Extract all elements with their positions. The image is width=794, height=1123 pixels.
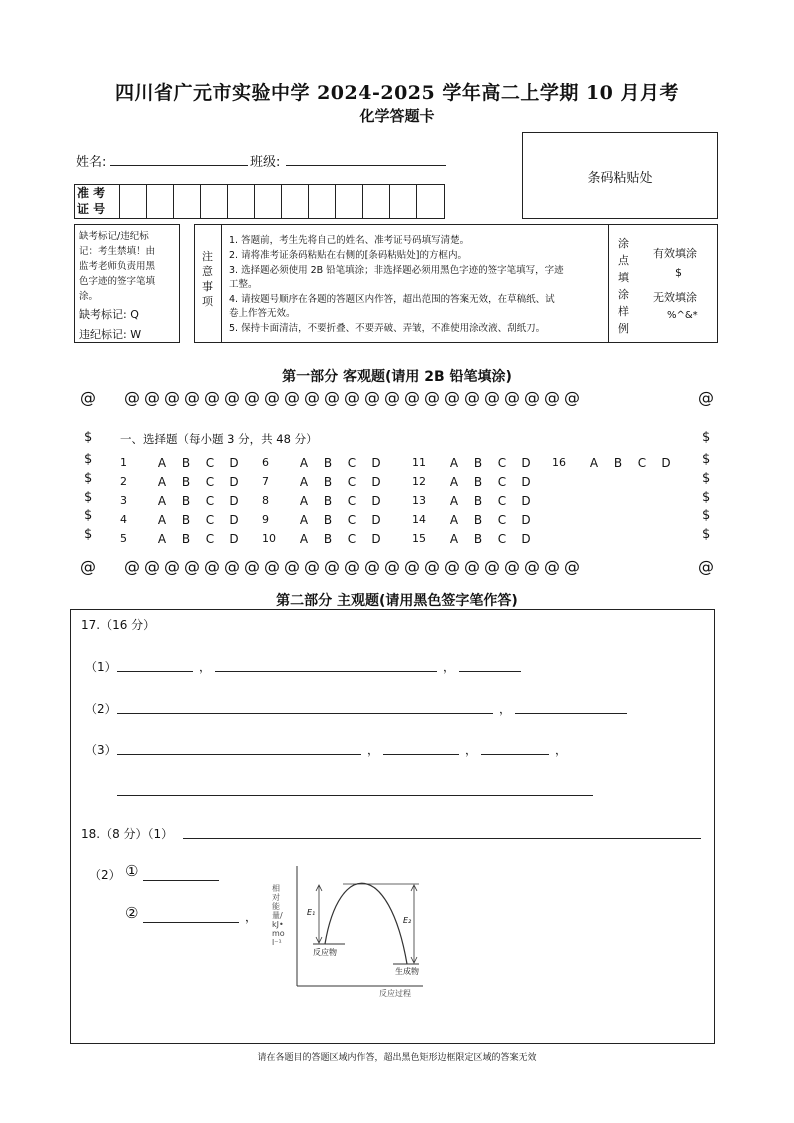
anchor-mark: @ [344, 388, 364, 407]
comma: ， [367, 743, 380, 757]
option-a[interactable]: A [157, 493, 167, 508]
anchor-mark: @ [164, 388, 184, 407]
anchor-mark: @ [364, 388, 384, 407]
option-c[interactable]: C [205, 531, 215, 546]
mcq-row [552, 453, 678, 472]
option-d[interactable]: D [229, 474, 239, 489]
anchor-mark: @ [124, 557, 144, 576]
question-number: 9 [262, 513, 269, 526]
option-c[interactable]: C [205, 474, 215, 489]
timing-mark: $ [84, 430, 93, 445]
question-number: 1 [120, 456, 127, 469]
invalid-fill-symbol: %^&* [667, 310, 698, 321]
comma: ， [245, 910, 258, 924]
diagram-y-label: 相对能量/kJ•mol⁻¹ [272, 884, 285, 947]
notice-label: 注意事项 [202, 250, 213, 308]
e1-label: E₁ [307, 908, 316, 917]
option-b[interactable]: B [181, 493, 191, 508]
q18-2-blank-1[interactable] [143, 880, 219, 881]
answer-area [70, 609, 715, 1044]
timing-mark: $ [702, 430, 711, 445]
anchor-mark: @ [184, 557, 204, 576]
name-field[interactable] [110, 165, 248, 166]
mcq-row [120, 529, 246, 548]
mcq-row [262, 491, 388, 510]
option-a[interactable]: A [157, 531, 167, 546]
option-a[interactable]: A [299, 474, 309, 489]
option-d[interactable]: D [371, 455, 381, 470]
invalid-fill-label: 无效填涂 [653, 291, 697, 304]
exam-id-cell[interactable] [200, 185, 227, 218]
anchor-mark: @ [444, 557, 464, 576]
option-c[interactable]: C [205, 512, 215, 527]
anchor-mark: @ [80, 388, 96, 407]
option-c[interactable]: C [347, 474, 357, 489]
mcq-row [120, 491, 246, 510]
q17-1-blank-3[interactable] [459, 671, 521, 672]
q18-title: 18.（8 分）（1） [81, 827, 174, 841]
option-b[interactable]: B [473, 455, 483, 470]
mark-note-2: 记：考生禁填！由 [79, 246, 156, 257]
sample-label-2: 点 [618, 254, 629, 267]
anchor-mark: @ [698, 557, 714, 576]
option-d[interactable]: D [521, 512, 531, 527]
mcq-row [120, 472, 246, 491]
q17-3-blank-2[interactable] [383, 754, 459, 755]
question-number: 7 [262, 475, 269, 488]
anchor-mark: @ [80, 557, 96, 576]
anchor-mark: @ [424, 557, 444, 576]
anchor-mark: @ [404, 557, 424, 576]
notice-item-3: 3. 选择题必须使用 2B 铅笔填涂；非选择题必须用黑色字迹的签字笔填写，字迹 [229, 265, 564, 276]
anchor-mark: @ [504, 388, 524, 407]
option-a[interactable]: A [157, 474, 167, 489]
q18-2-label: （2） [89, 868, 121, 882]
anchor-mark: @ [304, 557, 324, 576]
exam-id-cell[interactable] [335, 185, 362, 218]
circle-2: ② [125, 904, 139, 922]
exam-id-cell[interactable] [281, 185, 308, 218]
anchor-mark: @ [384, 388, 404, 407]
notice-item-4: 4. 请按题号顺序在各题的答题区内作答，超出范围的答案无效，在草稿纸、试 [229, 294, 555, 305]
page-subtitle: 化学答题卡 [359, 107, 435, 125]
anchor-mark: @ [164, 557, 184, 576]
mcq-row [412, 453, 538, 472]
mcq-row [120, 453, 246, 472]
timing-mark: $ [702, 471, 711, 486]
anchor-mark: @ [224, 388, 244, 407]
option-b[interactable]: B [323, 455, 333, 470]
page-title: 四川省广元市实验中学 2024-2025 学年高二上学期 10 月月考 [114, 82, 680, 104]
option-d[interactable]: D [521, 455, 531, 470]
notice-box [194, 224, 718, 343]
option-a[interactable]: A [299, 493, 309, 508]
timing-mark: $ [84, 527, 93, 542]
option-c[interactable]: C [347, 493, 357, 508]
exam-id-cell[interactable] [389, 185, 416, 218]
option-c[interactable]: C [205, 493, 215, 508]
anchor-mark: @ [264, 388, 284, 407]
energy-diagram-svg [281, 864, 426, 999]
option-b[interactable]: B [181, 531, 191, 546]
sample-label-4: 涂 [618, 288, 629, 301]
option-d[interactable]: D [371, 512, 381, 527]
anchor-mark: @ [284, 388, 304, 407]
option-d[interactable]: D [521, 531, 531, 546]
anchor-mark: @ [244, 557, 264, 576]
option-b[interactable]: B [323, 512, 333, 527]
anchor-mark: @ [698, 388, 714, 407]
option-a[interactable]: A [449, 512, 459, 527]
sample-label-5: 样 [618, 305, 629, 318]
option-d[interactable]: D [661, 455, 671, 470]
sample-label-1: 涂 [618, 237, 629, 250]
anchor-mark: @ [184, 388, 204, 407]
exam-id-cell[interactable] [227, 185, 254, 218]
mcq-row [412, 529, 538, 548]
q17-2-blank-2[interactable] [515, 713, 627, 714]
exam-id-cell[interactable] [308, 185, 335, 218]
q17-3-label: （3） [85, 743, 117, 757]
anchor-mark: @ [244, 388, 264, 407]
valid-fill-symbol: $ [675, 266, 682, 279]
question-number: 16 [552, 456, 566, 469]
option-d[interactable]: D [371, 531, 381, 546]
q17-3-blank-3[interactable] [481, 754, 549, 755]
option-c[interactable]: C [347, 512, 357, 527]
anchor-mark: @ [404, 388, 424, 407]
anchor-mark: @ [204, 557, 224, 576]
option-a[interactable]: A [157, 512, 167, 527]
timing-mark: $ [702, 452, 711, 467]
mcq-column-2 [262, 453, 388, 548]
circle-1: ① [125, 862, 139, 880]
notice-item-3-cont: 工整。 [229, 279, 258, 290]
question-number: 12 [412, 475, 426, 488]
anchor-mark: @ [464, 557, 484, 576]
comma: ， [465, 743, 478, 757]
option-b[interactable]: B [323, 474, 333, 489]
exam-id-cell[interactable] [173, 185, 200, 218]
anchor-mark: @ [504, 557, 524, 576]
notice-label-cell [195, 225, 222, 342]
timing-mark: $ [702, 508, 711, 523]
timing-mark: $ [702, 490, 711, 505]
question-number: 4 [120, 513, 127, 526]
q17-2-label: （2） [85, 702, 117, 716]
anchor-mark: @ [344, 557, 364, 576]
anchor-mark: @ [364, 557, 384, 576]
option-a[interactable]: A [299, 531, 309, 546]
mcq-column-3 [412, 453, 538, 548]
option-b[interactable]: B [473, 493, 483, 508]
anchor-mark: @ [284, 557, 304, 576]
timing-mark-row [124, 557, 584, 576]
option-c[interactable]: C [497, 493, 507, 508]
anchor-mark: @ [324, 388, 344, 407]
q18-2-blank-2[interactable] [143, 922, 239, 923]
option-d[interactable]: D [521, 474, 531, 489]
anchor-mark: @ [524, 388, 544, 407]
timing-mark: $ [84, 490, 93, 505]
name-label: 姓名: [76, 155, 107, 170]
option-c[interactable]: C [205, 455, 215, 470]
notice-item-2: 2. 请将准考证条码粘贴在右侧的[条码粘贴处]的方框内。 [229, 250, 467, 261]
mcq-row [262, 472, 388, 491]
mcq-row [262, 529, 388, 548]
e2-label: E₂ [403, 916, 412, 925]
section-label: 一、选择题（每小题 3 分，共 48 分） [120, 432, 318, 446]
option-c[interactable]: C [497, 531, 507, 546]
mark-note-5: 涂。 [79, 291, 99, 302]
anchor-mark: @ [424, 388, 444, 407]
mcq-column-1 [120, 453, 246, 548]
anchor-mark: @ [464, 388, 484, 407]
option-a[interactable]: A [299, 455, 309, 470]
valid-fill-label: 有效填涂 [653, 247, 697, 260]
q17-3-blank-4[interactable] [117, 795, 593, 796]
question-number: 2 [120, 475, 127, 488]
anchor-mark: @ [124, 388, 144, 407]
option-a[interactable]: A [157, 455, 167, 470]
comma: ， [499, 702, 512, 716]
notice-item-1: 1. 答题前，考生先将自己的姓名、准考证号码填写清楚。 [229, 235, 470, 246]
option-a[interactable]: A [449, 493, 459, 508]
comma: ， [555, 743, 568, 757]
q17-2-blank-1[interactable] [117, 713, 493, 714]
question-number: 6 [262, 456, 269, 469]
anchor-mark: @ [544, 557, 564, 576]
question-number: 5 [120, 532, 127, 545]
option-b[interactable]: B [473, 474, 483, 489]
mark-note-3: 监考老师负责用黑 [79, 261, 156, 272]
option-d[interactable]: D [229, 493, 239, 508]
comma: ， [199, 660, 212, 674]
exam-id-cell[interactable] [362, 185, 389, 218]
option-c[interactable]: C [637, 455, 647, 470]
option-b[interactable]: B [473, 512, 483, 527]
anchor-mark: @ [304, 388, 324, 407]
mcq-row [412, 510, 538, 529]
anchor-mark: @ [324, 557, 344, 576]
option-a[interactable]: A [449, 474, 459, 489]
notice-item-4-cont: 卷上作答无效。 [229, 308, 296, 319]
option-d[interactable]: D [371, 474, 381, 489]
anchor-mark: @ [144, 388, 164, 407]
exam-id-cell[interactable] [146, 185, 173, 218]
option-a[interactable]: A [449, 455, 459, 470]
q17-1-blank-1[interactable] [117, 671, 193, 672]
barcode-area [522, 132, 718, 219]
anchor-mark: @ [144, 557, 164, 576]
anchor-mark: @ [544, 388, 564, 407]
mcq-row [262, 510, 388, 529]
question-number: 13 [412, 494, 426, 507]
exam-id-grid [74, 184, 445, 219]
class-field[interactable] [286, 165, 446, 166]
option-c[interactable]: C [497, 455, 507, 470]
exam-id-label-top: 准 考 [77, 186, 106, 200]
energy-curve [325, 883, 407, 964]
option-b[interactable]: B [323, 531, 333, 546]
mark-note-1: 缺考标记/违纪标 [79, 231, 149, 242]
absent-mark[interactable]: 缺考标记: Q [79, 308, 139, 321]
option-a[interactable]: A [449, 531, 459, 546]
barcode-label: 条码粘贴处 [587, 171, 653, 186]
part2-title: 第二部分 主观题(请用黑色签字笔作答) [276, 593, 518, 609]
exam-id-cell[interactable] [416, 185, 445, 218]
energy-diagram [272, 864, 426, 999]
option-b[interactable]: B [181, 455, 191, 470]
q17-1-blank-2[interactable] [215, 671, 437, 672]
timing-mark: $ [84, 508, 93, 523]
question-number: 10 [262, 532, 276, 545]
exam-id-label-bottom: 证 号 [77, 202, 106, 216]
anchor-mark: @ [444, 388, 464, 407]
option-c[interactable]: C [497, 512, 507, 527]
question-number: 3 [120, 494, 127, 507]
part1-title: 第一部分 客观题(请用 2B 铅笔填涂) [282, 369, 512, 385]
anchor-mark: @ [484, 388, 504, 407]
option-c[interactable]: C [497, 474, 507, 489]
violation-mark[interactable]: 违纪标记: W [79, 328, 142, 341]
option-d[interactable]: D [229, 531, 239, 546]
notice-item-5: 5. 保持卡面清洁，不要折叠、不要弄破、弄皱，不准使用涂改液、刮纸刀。 [229, 323, 546, 334]
option-b[interactable]: B [473, 531, 483, 546]
absence-mark-box [74, 224, 180, 343]
mcq-row [262, 453, 388, 472]
anchor-mark: @ [264, 557, 284, 576]
exam-id-cell[interactable] [119, 185, 146, 218]
timing-mark: $ [702, 527, 711, 542]
anchor-mark: @ [564, 388, 584, 407]
option-d[interactable]: D [229, 512, 239, 527]
option-d[interactable]: D [371, 493, 381, 508]
option-d[interactable]: D [521, 493, 531, 508]
question-number: 14 [412, 513, 426, 526]
anchor-mark: @ [564, 557, 584, 576]
footer-note: 请在各题目的答题区域内作答，超出黑色矩形边框限定区域的答案无效 [257, 1053, 537, 1063]
anchor-mark: @ [224, 557, 244, 576]
anchor-mark: @ [484, 557, 504, 576]
timing-mark: $ [84, 471, 93, 486]
notice-divider [608, 225, 609, 342]
question-number: 11 [412, 456, 426, 469]
option-b[interactable]: B [613, 455, 623, 470]
class-label: 班级: [250, 155, 281, 170]
mcq-row [412, 472, 538, 491]
sample-label-3: 填 [618, 271, 629, 284]
timing-mark-row [124, 388, 584, 407]
anchor-mark: @ [384, 557, 404, 576]
timing-mark: $ [84, 452, 93, 467]
mark-note-4: 色字迹的签字笔填 [79, 276, 156, 287]
product-label: 生成物 [395, 967, 419, 976]
comma: ， [443, 660, 456, 674]
anchor-mark: @ [524, 557, 544, 576]
option-d[interactable]: D [229, 455, 239, 470]
option-b[interactable]: B [181, 512, 191, 527]
diagram-x-label: 反应过程 [379, 989, 411, 998]
option-a[interactable]: A [299, 512, 309, 527]
mcq-column-4 [552, 453, 678, 472]
mcq-row [412, 491, 538, 510]
option-a[interactable]: A [589, 455, 599, 470]
q17-1-label: （1） [85, 660, 117, 674]
option-c[interactable]: C [347, 455, 357, 470]
option-c[interactable]: C [347, 531, 357, 546]
question-number: 15 [412, 532, 426, 545]
q17-3-blank-1[interactable] [117, 754, 361, 755]
option-b[interactable]: B [323, 493, 333, 508]
exam-id-cell[interactable] [254, 185, 281, 218]
q18-1-blank[interactable] [183, 838, 701, 839]
reactant-label: 反应物 [313, 948, 337, 957]
anchor-mark: @ [204, 388, 224, 407]
q17-title: 17.（16 分） [81, 618, 156, 632]
sample-label-6: 例 [618, 322, 629, 335]
option-b[interactable]: B [181, 474, 191, 489]
question-number: 8 [262, 494, 269, 507]
mcq-row [120, 510, 246, 529]
